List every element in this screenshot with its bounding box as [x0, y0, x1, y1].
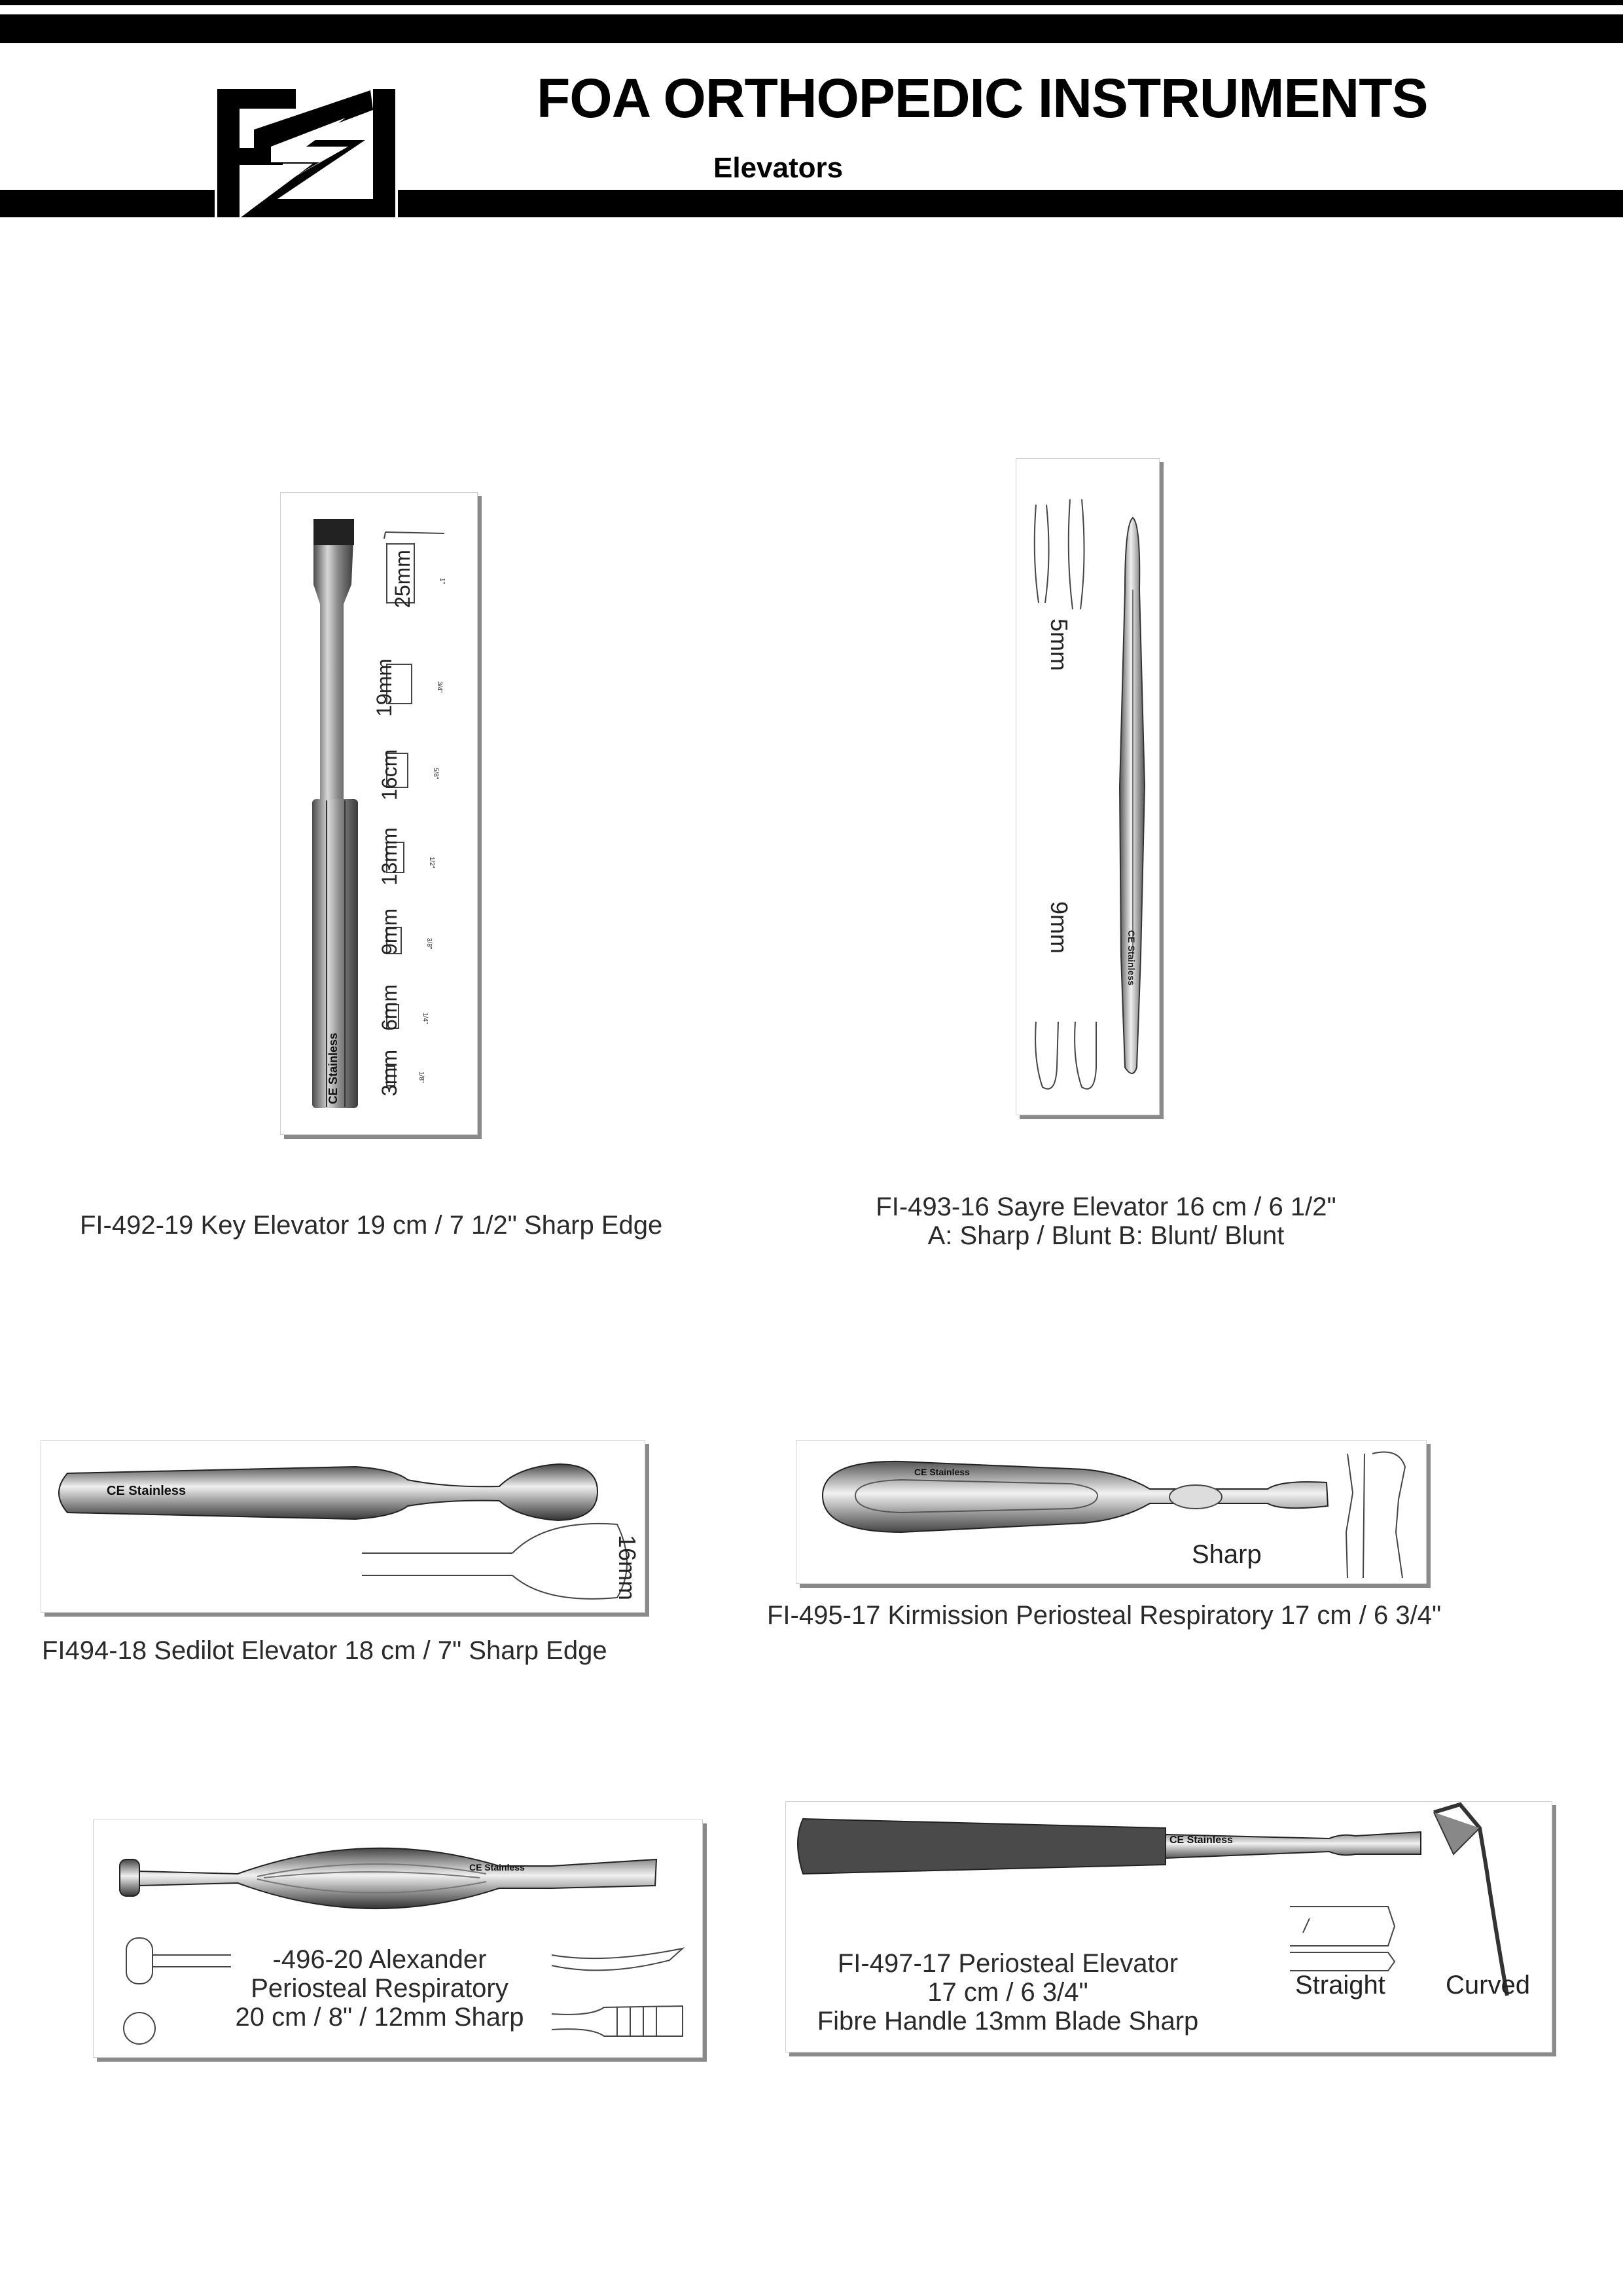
periosteal-elevator-label-straight: Straight: [1295, 1971, 1385, 2000]
key-elevator-size-9: 9mm: [378, 908, 401, 955]
key-elevator-stamp: CE Stainless: [327, 1032, 340, 1104]
key-elevator-inch-3-4: 3/4": [436, 681, 443, 693]
page-title: FOA ORTHOPEDIC INSTRUMENTS: [537, 67, 1428, 129]
key-elevator-inch-1-8: 1/8": [418, 1071, 425, 1083]
key-elevator-size-16: 16cm: [378, 749, 401, 800]
sayre-elevator-panel: [1016, 458, 1160, 1115]
page-subtitle: Elevators: [713, 152, 844, 184]
sedilot-elevator-caption: FI494-18 Sedilot Elevator 18 cm / 7" Sharp Edge: [42, 1636, 607, 1665]
kirmission-image: [796, 1441, 1426, 1583]
alexander-caption-line1: -496-20 Alexander: [272, 1945, 487, 1974]
sayre-elevator-image: [1016, 459, 1159, 1115]
kirmission-stamp: CE Stainless: [914, 1467, 970, 1477]
key-elevator-caption: FI-492-19 Key Elevator 19 cm / 7 1/2" Sharp Edge: [80, 1211, 663, 1240]
key-elevator-inch-1-4: 1/4": [421, 1013, 429, 1024]
header-top-thick-rule: [0, 14, 1623, 43]
sayre-elevator-stamp: CE Stainless: [1126, 930, 1137, 986]
key-elevator-inch-1: 1": [438, 578, 446, 584]
sayre-elevator-size-bottom: 9mm: [1046, 901, 1073, 954]
key-elevator-size-3: 3mm: [378, 1049, 401, 1096]
alexander-stamp: CE Stainless: [469, 1862, 525, 1873]
key-elevator-inch-1-2: 1/2": [428, 857, 435, 869]
key-elevator-panel: [280, 492, 478, 1135]
sayre-elevator-size-top: 5mm: [1046, 619, 1073, 671]
sayre-elevator-caption-line2: A: Sharp / Blunt B: Blunt/ Blunt: [927, 1221, 1285, 1250]
key-elevator-size-25: 25mm: [391, 550, 414, 608]
kirmission-panel: [796, 1440, 1427, 1584]
alexander-caption-line3: 20 cm / 8" / 12mm Sharp: [235, 2003, 524, 2032]
periosteal-elevator-caption-line2: 17 cm / 6 3/4": [927, 1978, 1088, 2007]
header-top-thin-rule: [0, 0, 1623, 5]
sedilot-elevator-size: 16mm: [614, 1535, 641, 1601]
periosteal-elevator-caption-line1: FI-497-17 Periosteal Elevator: [837, 1949, 1179, 1978]
key-elevator-size-6: 6mm: [378, 984, 401, 1031]
company-logo: [215, 84, 398, 223]
kirmission-tip-label: Sharp: [1192, 1540, 1262, 1569]
key-elevator-size-19: 19mm: [372, 658, 396, 717]
periosteal-elevator-label-curved: Curved: [1446, 1971, 1530, 2000]
kirmission-caption: FI-495-17 Kirmission Periosteal Respiratory 17 cm / 6 3/4": [767, 1601, 1442, 1630]
key-elevator-inch-3-8: 3/8": [425, 938, 433, 950]
periosteal-elevator-caption-line3: Fibre Handle 13mm Blade Sharp: [817, 2007, 1199, 2036]
key-elevator-size-13: 13mm: [378, 827, 401, 886]
sedilot-elevator-panel: [41, 1440, 645, 1613]
key-elevator-inch-5-8: 5/8": [432, 768, 439, 780]
sedilot-elevator-image: [41, 1441, 645, 1612]
alexander-caption-line2: Periosteal Respiratory: [251, 1974, 508, 2003]
sedilot-elevator-stamp: CE Stainless: [107, 1484, 187, 1498]
periosteal-elevator-stamp: CE Stainless: [1169, 1835, 1233, 1846]
key-elevator-image: [281, 493, 477, 1134]
sayre-elevator-caption-line1: FI-493-16 Sayre Elevator 16 cm / 6 1/2": [876, 1193, 1336, 1221]
